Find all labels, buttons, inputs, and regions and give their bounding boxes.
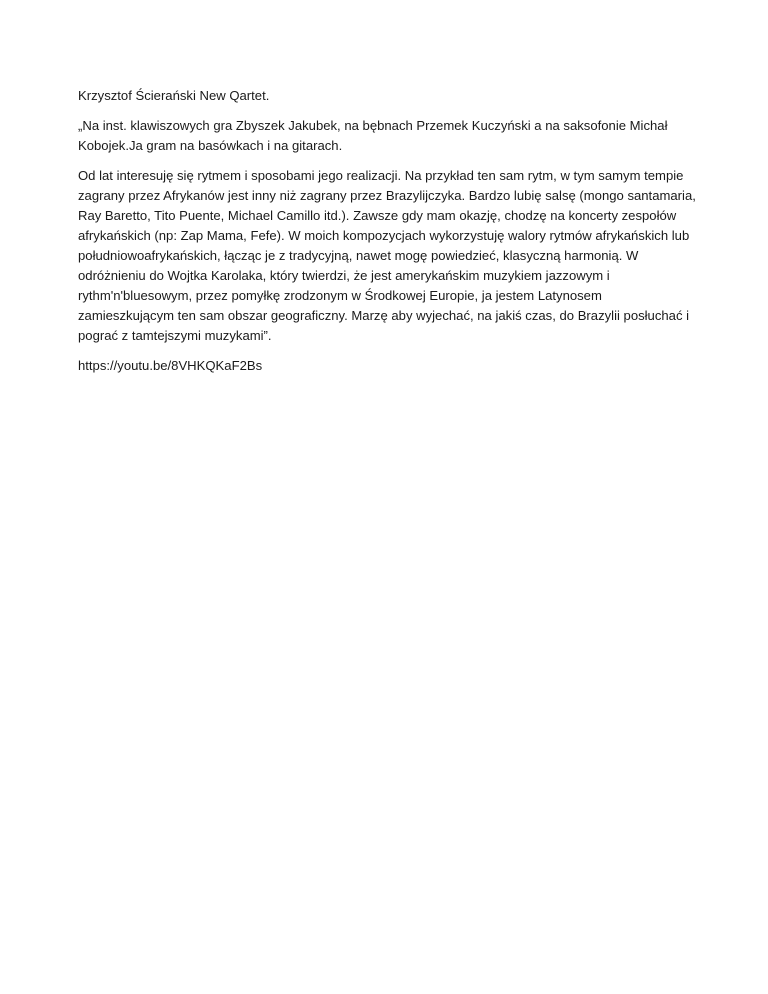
document-content [78, 86, 698, 386]
document-heading-line: Krzysztof Ścierański New Qartet. [78, 88, 270, 103]
body-paragraph: Od lat interesuję się rytmem i sposobami jego realizacji. Na przykład ten sam rytm, w tym samym tempie zagrany przez Afrykanów jest inny niż zagrany przez Brazylijczyka. Bardzo lubię salsę (mongo santamaria, Ray Baretto, Tito Puente, Michael Camillo itd.). Zawsze gdy mam okazję, chodzę na koncerty zespołów afrykańskich (np: Zap Mama, Fefe). W moich kompozycjach wykorzystuję walory rytmów afrykańskich lub południowoafrykańskich, łącząc je z tradycyjną, nawet mogę powiedzieć, klasyczną harmonią. W odróżnieniu do Wojtka Karolaka, który twierdzi, że jest amerykańskim muzykiem jazzowym i rythm'n'bluesowym, przez pomyłkę zrodzonym w Środkowej Europie, ja jestem Latynosem zamieszkującym ten sam obszar geograficzny. Marzę aby wyjechać, na jakiś czas, do Brazylii posłuchać i pograć z tamtejszymi muzykami”. [78, 168, 696, 343]
youtube-link-text: https://youtu.be/8VHKQKaF2Bs [78, 358, 263, 373]
quote-paragraph: „Na inst. klawiszowych gra Zbyszek Jakubek, na bębnach Przemek Kuczyński a na saksofonie Michał Kobojek.Ja gram na basówkach i na gitarach. [78, 118, 668, 153]
